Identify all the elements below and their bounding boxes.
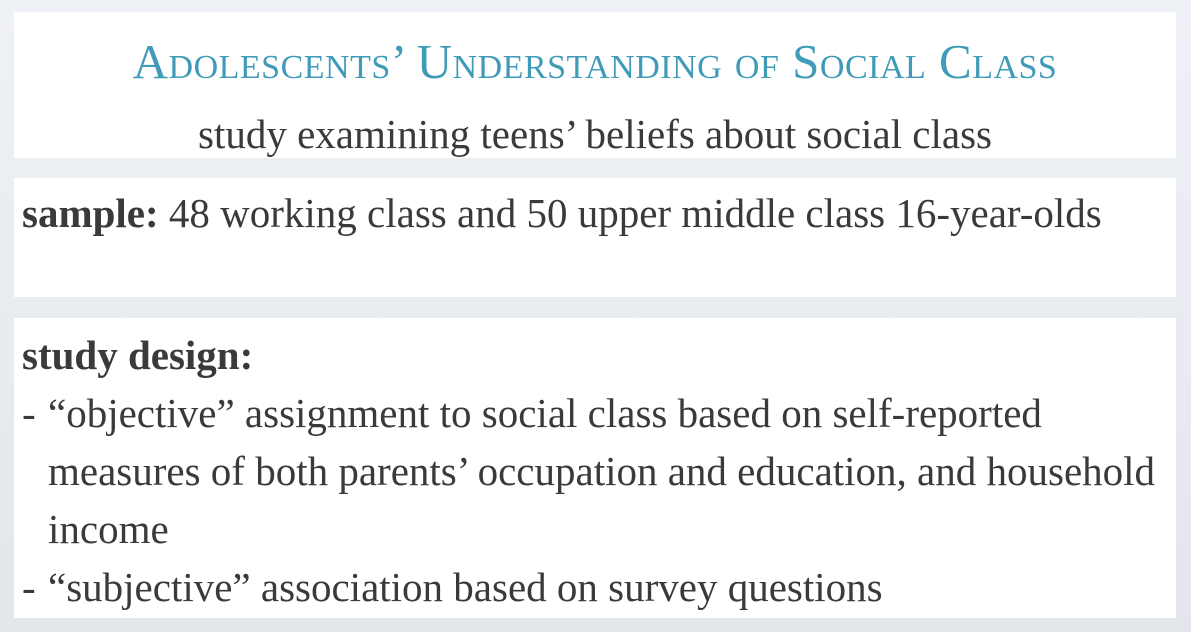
title-panel	[14, 12, 1176, 158]
study-design-label: study design:	[22, 332, 254, 378]
bullet-text: “objective” assignment to social class based on self-reported measures of both parents’ occupation and education, and household income	[48, 390, 1156, 552]
sample-label: sample:	[22, 190, 159, 236]
design-bullet-objective	[22, 384, 1176, 558]
slide-subtitle: study examining teens’ beliefs about social class	[198, 111, 992, 157]
sample-text: 48 working class and 50 upper middle class 16-year-olds	[168, 190, 1102, 236]
bullet-text: “subjective” association based on survey questions	[48, 564, 883, 610]
bullet-dash: -	[22, 564, 36, 610]
slide-title: Adolescents’ Understanding of Social Class	[132, 34, 1058, 89]
design-bullet-subjective	[22, 558, 1176, 616]
sample-panel	[14, 178, 1176, 297]
study-design-panel	[14, 318, 1176, 618]
bullet-dash: -	[22, 390, 36, 436]
